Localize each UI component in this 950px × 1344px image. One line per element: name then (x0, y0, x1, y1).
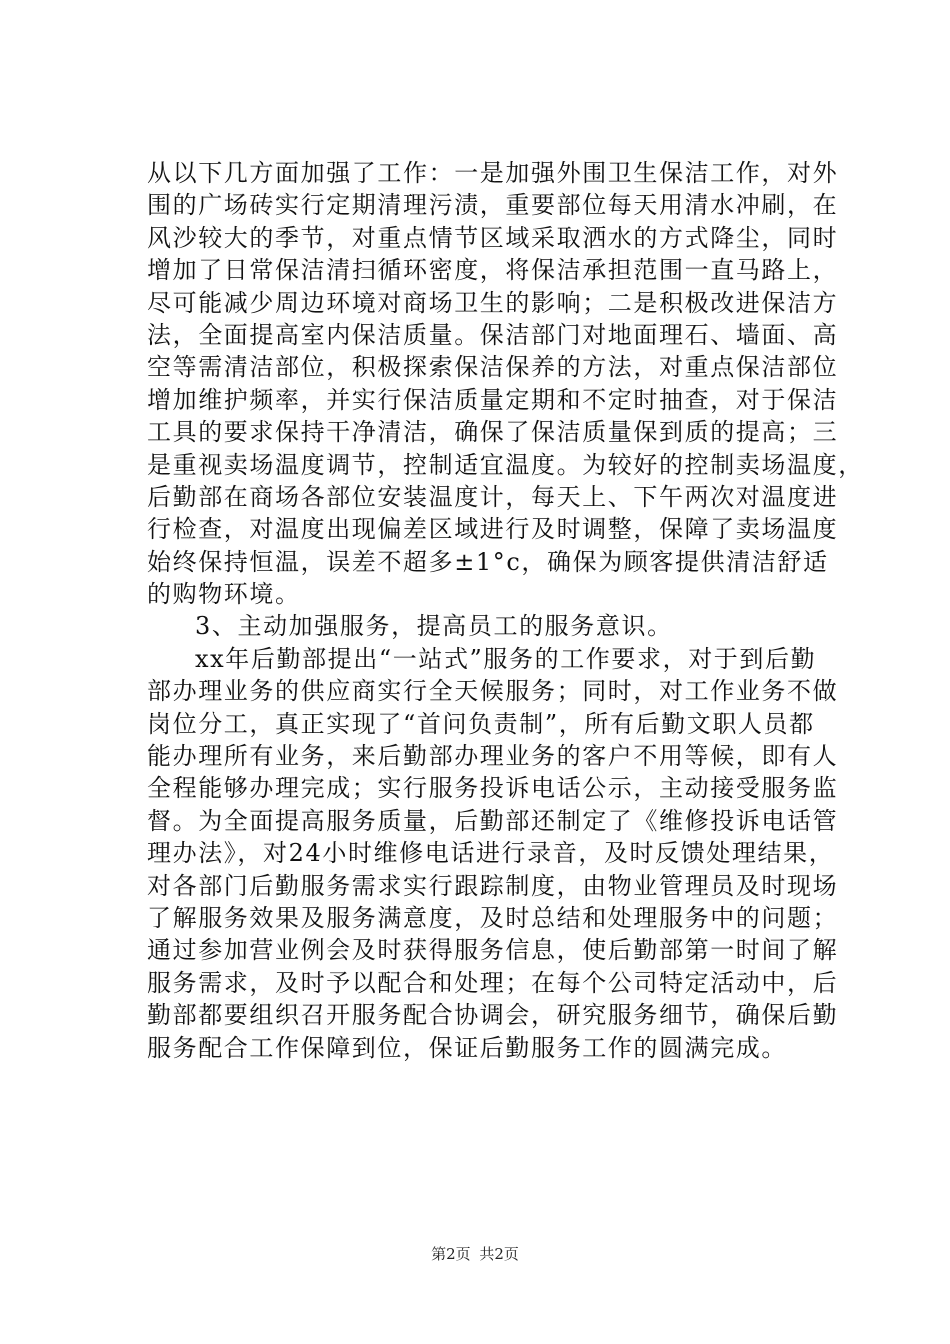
text-line: 行检查，对温度出现偏差区域进行及时调整，保障了卖场温度 (147, 515, 839, 544)
text-line: 能办理所有业务，来后勤部办理业务的客户不用等候，即有人 (147, 742, 839, 771)
text-line: 勤部都要组织召开服务配合协调会，研究服务细节，确保后勤 (147, 1001, 839, 1030)
paragraph-first-line: xx年后勤部提出“一站式”服务的工作要求，对于到后勤 (195, 644, 817, 673)
text-line: 风沙较大的季节，对重点情节区域采取洒水的方式降尘，同时 (147, 223, 839, 252)
text-line: 从以下几方面加强了工作：一是加强外围卫生保洁工作，对外 (147, 159, 839, 187)
text-line: 部办理业务的供应商实行全天候服务；同时，对工作业务不做 (147, 677, 839, 706)
text-line: 全程能够办理完成；实行服务投诉电话公示，主动接受服务监 (147, 774, 839, 803)
text-line: 了解服务效果及服务满意度，及时总结和处理服务中的问题； (147, 903, 839, 932)
text-line: 岗位分工，真正实现了“首问负责制”，所有后勤文职人员都 (147, 709, 815, 738)
text-line: 围的广场砖实行定期清理污渍，重要部位每天用清水冲刷，在 (147, 191, 839, 220)
text-line: 增加维护频率，并实行保洁质量定期和不定时抽查，对于保洁 (147, 385, 839, 414)
text-line: 的购物环境。 (147, 580, 301, 609)
text-line: 服务配合工作保障到位，保证后勤服务工作的圆满完成。 (147, 1033, 787, 1062)
text-line: 理办法》，对24小时维修电话进行录音，及时反馈处理结果， (147, 839, 835, 868)
text-line: 增加了日常保洁清扫循环密度，将保洁承担范围一直马路上， (147, 256, 839, 285)
text-line: 后勤部在商场各部位安装温度计，每天上、下午两次对温度进 (147, 482, 839, 511)
section-heading: 3、主动加强服务，提高员工的服务意识。 (195, 612, 673, 641)
text-line: 工具的要求保持干净清洁，确保了保洁质量保到质的提高；三 (147, 418, 839, 447)
document-body (147, 157, 864, 1064)
page-footer (0, 1244, 950, 1264)
text-line: 空等需清洁部位，积极探索保洁保养的方法，对重点保洁部位 (147, 353, 839, 382)
text-line: 督。为全面提高服务质量，后勤部还制定了《维修投诉电话管 (147, 806, 839, 835)
text-line: 尽可能减少周边环境对商场卫生的影响；二是积极改进保洁方 (147, 288, 839, 317)
text-line: 是重视卖场温度调节，控制适宜温度。为较好的控制卖场温度， (147, 450, 864, 479)
text-line: 通过参加营业例会及时获得服务信息，使后勤部第一时间了解 (147, 936, 839, 965)
text-line: 始终保持恒温，误差不超多±1°c，确保为顾客提供清洁舒适 (147, 547, 829, 576)
text-line: 服务需求，及时予以配合和处理；在每个公司特定活动中，后 (147, 968, 839, 997)
text-line: 对各部门后勤服务需求实行跟踪制度，由物业管理员及时现场 (147, 871, 839, 900)
text-line: 法，全面提高室内保洁质量。保洁部门对地面理石、墙面、高 (147, 320, 839, 349)
page-total: 共2页 (479, 1245, 519, 1263)
page-number: 第2页 (431, 1245, 471, 1263)
